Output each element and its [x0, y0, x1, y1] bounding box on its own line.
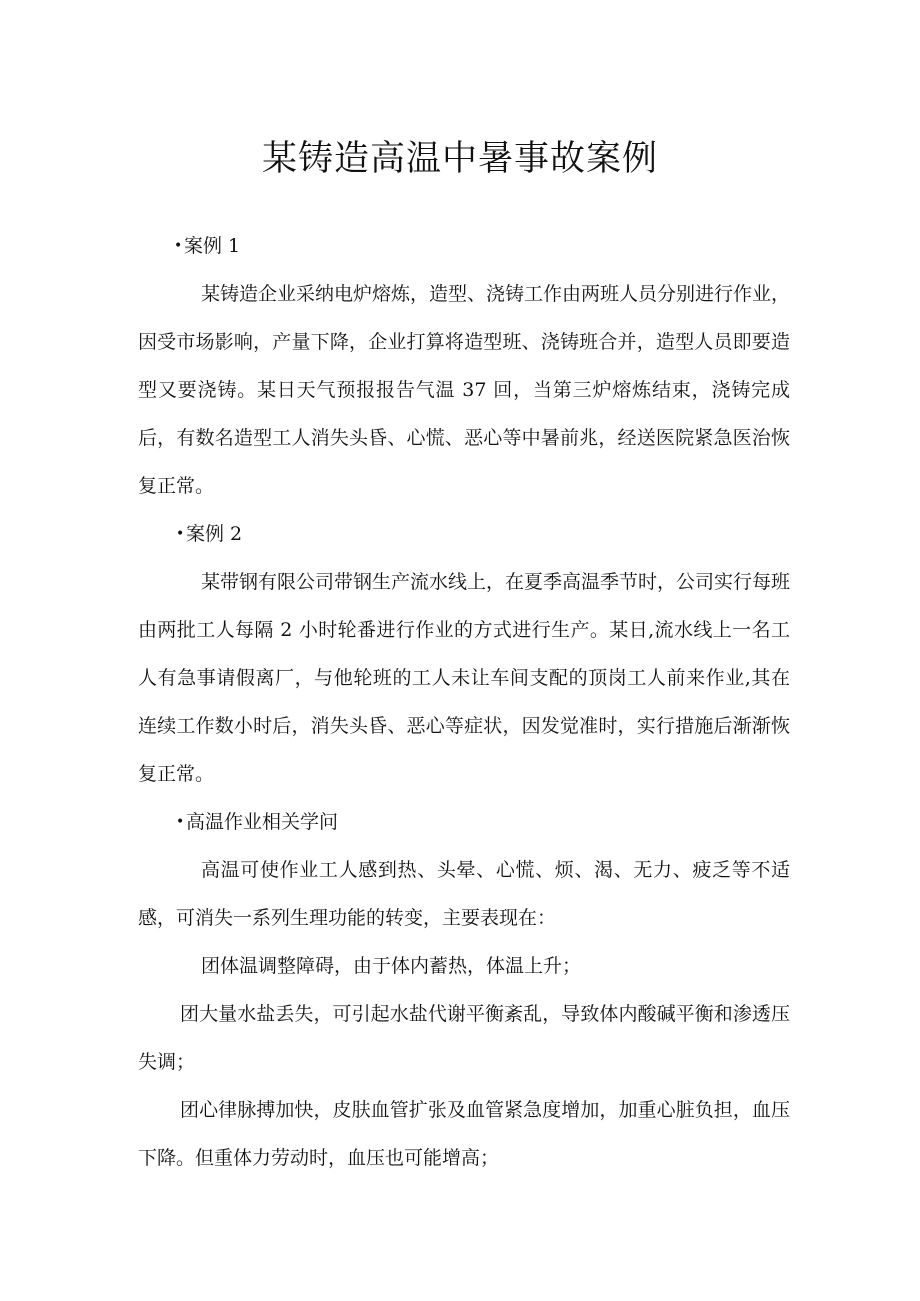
knowledge-item-body-temperature: 团体温调整障碍，由于体内蓄热，体温上升；	[201, 955, 582, 977]
knowledge-item-heart-rate: 团心律脉搏加快，皮肤血管扩张及血管紧急度增加，加重心脏负担，血压下降。但重体力劳动时，血压也可能增高；	[138, 1099, 790, 1169]
section-heading-label: 高温作业相关学问	[186, 811, 339, 833]
section-heading-case-2	[138, 510, 790, 558]
section-heading-knowledge	[138, 798, 790, 846]
bullet-icon: •	[174, 238, 183, 254]
case-1-paragraph: 某铸造企业采纳电炉熔炼，造型、浇铸工作由两班人员分别进行作业，因受市场影响，产量下降，企业打算将造型班、浇铸班合并，造型人员即要造型又要浇铸。某日天气预报报告气温 37 回，当第三炉熔炼结束，浇铸完成后，有数名造型工人消失头昏、心慌、恶心等中暑前兆，经送医院紧急医治恢复正常。	[138, 283, 791, 497]
case-2-paragraph: 某带钢有限公司带钢生产流水线上，在夏季高温季节时，公司实行每班由两批工人每隔 2 小时轮番进行作业的方式进行生产。某日,流水线上一名工人有急事请假离厂，与他轮班的工人未让车间支配的顶岗工人前来作业,其在连续工作数小时后，消失头昏、恶心等症状，因发觉准时，实行措施后渐渐恢复正常。	[138, 571, 791, 785]
section-heading-label: 案例 2	[186, 523, 243, 545]
bullet-icon: •	[176, 814, 185, 830]
bullet-icon: •	[176, 526, 185, 542]
section-heading-label: 案例 1	[184, 235, 241, 257]
document-body	[138, 222, 790, 1182]
section-heading-case-1	[138, 222, 790, 270]
knowledge-item-water-salt: 团大量水盐丢失，可引起水盐代谢平衡紊乱，导致体内酸碱平衡和渗透压失调；	[138, 1003, 790, 1073]
knowledge-intro-paragraph: 高温可使作业工人感到热、头晕、心慌、烦、渴、无力、疲乏等不适感，可消失一系列生理功能的转变，主要表现在：	[138, 859, 790, 929]
document-title: 某铸造高温中暑事故案例	[261, 139, 658, 179]
